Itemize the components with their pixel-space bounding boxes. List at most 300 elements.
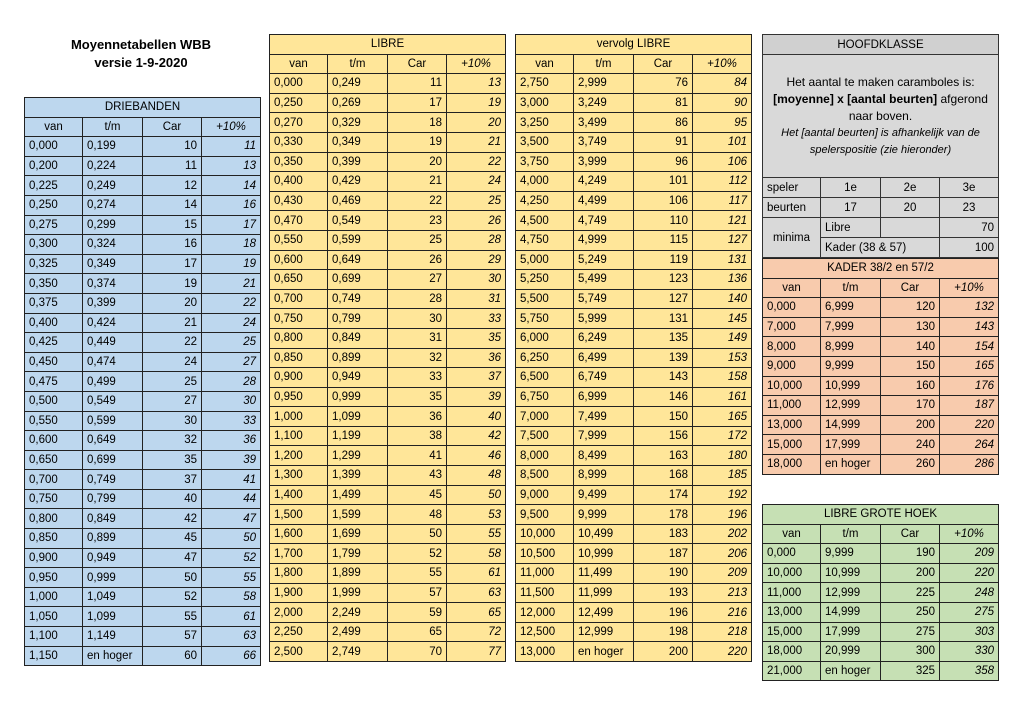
car-cell: 32 xyxy=(388,348,447,368)
table-row xyxy=(270,191,506,211)
vervolg-libre-table xyxy=(515,34,752,662)
van-cell: 6,000 xyxy=(516,328,574,348)
tm-cell: 1,499 xyxy=(328,485,388,505)
van-cell: 9,000 xyxy=(763,356,821,376)
plus10-cell: 21 xyxy=(202,274,261,294)
tm-cell: 2,249 xyxy=(328,603,388,623)
plus10-cell: 330 xyxy=(940,642,999,662)
plus10-cell: 30 xyxy=(447,270,506,290)
tm-cell: 1,999 xyxy=(328,583,388,603)
plus10-cell: 101 xyxy=(693,132,752,152)
plus10-cell: 25 xyxy=(202,333,261,353)
tm-cell: 2,499 xyxy=(328,622,388,642)
tm-cell: 6,249 xyxy=(574,328,634,348)
table-row xyxy=(763,435,999,455)
car-cell: 17 xyxy=(388,93,447,113)
car-cell: 120 xyxy=(881,298,940,318)
car-cell: 139 xyxy=(634,348,693,368)
car-cell: 110 xyxy=(634,211,693,231)
speler-1: 1e xyxy=(821,178,881,198)
plus10-cell: 22 xyxy=(447,152,506,172)
title-line-1: Moyennetabellen WBB xyxy=(70,37,212,52)
table-row xyxy=(516,172,752,192)
van-cell: 10,500 xyxy=(516,544,574,564)
tm-cell: 1,899 xyxy=(328,564,388,584)
car-cell: 50 xyxy=(388,524,447,544)
van-cell: 0,500 xyxy=(25,391,83,411)
van-cell: 0,700 xyxy=(270,289,328,309)
minima-libre-label: Libre xyxy=(821,218,881,238)
plus10-cell: 46 xyxy=(447,446,506,466)
column-header-car: Car xyxy=(388,54,447,74)
tm-cell: 0,349 xyxy=(83,254,143,274)
car-cell: 119 xyxy=(634,250,693,270)
car-cell: 22 xyxy=(388,191,447,211)
car-cell: 115 xyxy=(634,230,693,250)
column-header-tm: t/m xyxy=(574,54,634,74)
tm-cell: 0,849 xyxy=(83,509,143,529)
table-row xyxy=(270,426,506,446)
table-row xyxy=(25,254,261,274)
car-cell: 26 xyxy=(388,250,447,270)
tm-cell: 0,499 xyxy=(83,372,143,392)
car-cell: 130 xyxy=(881,317,940,337)
van-cell: 0,750 xyxy=(270,309,328,329)
hoofdklasse-text-1: Het aantal te maken caramboles is: xyxy=(786,74,975,89)
table-row xyxy=(270,387,506,407)
plus10-cell: 63 xyxy=(202,627,261,647)
title-line-2: versie 1-9-2020 xyxy=(94,55,188,70)
tm-cell: en hoger xyxy=(574,642,634,662)
van-cell: 1,700 xyxy=(270,544,328,564)
plus10-cell: 61 xyxy=(202,607,261,627)
tm-cell: 5,499 xyxy=(574,270,634,290)
table-row xyxy=(270,328,506,348)
tm-cell: 3,999 xyxy=(574,152,634,172)
car-cell: 30 xyxy=(388,309,447,329)
plus10-cell: 50 xyxy=(447,485,506,505)
plus10-cell: 192 xyxy=(693,485,752,505)
plus10-cell: 77 xyxy=(447,642,506,662)
table-title: KADER 38/2 en 57/2 xyxy=(763,259,999,279)
table-row xyxy=(25,587,261,607)
van-cell: 0,800 xyxy=(25,509,83,529)
car-cell: 190 xyxy=(634,564,693,584)
table-row xyxy=(763,642,999,662)
tm-cell: 0,324 xyxy=(83,235,143,255)
table-row xyxy=(25,391,261,411)
car-cell: 135 xyxy=(634,328,693,348)
plus10-cell: 26 xyxy=(447,211,506,231)
tm-cell: 17,999 xyxy=(821,622,881,642)
van-cell: 0,000 xyxy=(763,544,821,564)
van-cell: 2,750 xyxy=(516,74,574,94)
table-row xyxy=(25,137,261,157)
car-cell: 18 xyxy=(388,113,447,133)
van-cell: 0,600 xyxy=(25,431,83,451)
plus10-cell: 127 xyxy=(693,230,752,250)
tm-cell: 5,999 xyxy=(574,309,634,329)
van-cell: 0,300 xyxy=(25,235,83,255)
table-row xyxy=(516,407,752,427)
tm-cell: 7,999 xyxy=(574,426,634,446)
plus10-cell: 220 xyxy=(693,642,752,662)
plus10-cell: 18 xyxy=(202,235,261,255)
column-header-plus: +10% xyxy=(447,54,506,74)
table-row xyxy=(516,270,752,290)
car-cell: 55 xyxy=(143,607,202,627)
table-row xyxy=(25,372,261,392)
van-cell: 12,500 xyxy=(516,622,574,642)
car-cell: 96 xyxy=(634,152,693,172)
table-title: DRIEBANDEN xyxy=(25,98,261,118)
car-cell: 20 xyxy=(388,152,447,172)
car-cell: 41 xyxy=(388,446,447,466)
plus10-cell: 58 xyxy=(447,544,506,564)
tm-cell: 20,999 xyxy=(821,642,881,662)
tm-cell: 0,299 xyxy=(83,215,143,235)
tm-cell: 0,699 xyxy=(328,270,388,290)
van-cell: 10,000 xyxy=(763,563,821,583)
tm-cell: 9,999 xyxy=(821,544,881,564)
van-cell: 7,500 xyxy=(516,426,574,446)
car-cell: 60 xyxy=(143,646,202,666)
van-cell: 0,400 xyxy=(270,172,328,192)
tm-cell: 0,374 xyxy=(83,274,143,294)
van-cell: 6,500 xyxy=(516,368,574,388)
car-cell: 225 xyxy=(881,583,940,603)
car-cell: 48 xyxy=(388,505,447,525)
car-cell: 20 xyxy=(143,293,202,313)
speler-label: speler xyxy=(763,178,821,198)
van-cell: 5,750 xyxy=(516,309,574,329)
tm-cell: en hoger xyxy=(821,661,881,681)
plus10-cell: 61 xyxy=(447,564,506,584)
van-cell: 0,425 xyxy=(25,333,83,353)
tm-cell: 0,249 xyxy=(83,176,143,196)
tm-cell: 0,999 xyxy=(83,568,143,588)
tm-cell: 0,469 xyxy=(328,191,388,211)
plus10-cell: 132 xyxy=(940,298,999,318)
car-cell: 150 xyxy=(881,356,940,376)
table-row xyxy=(516,328,752,348)
table-row xyxy=(25,627,261,647)
table-row xyxy=(763,356,999,376)
table-row xyxy=(763,376,999,396)
speler-3: 3e xyxy=(940,178,999,198)
table-row xyxy=(516,466,752,486)
table-row xyxy=(516,250,752,270)
plus10-cell: 31 xyxy=(447,289,506,309)
tm-cell: 0,799 xyxy=(83,489,143,509)
beurten-2: 20 xyxy=(881,198,940,218)
table-row xyxy=(25,607,261,627)
plus10-cell: 187 xyxy=(940,396,999,416)
van-cell: 0,700 xyxy=(25,470,83,490)
table-row xyxy=(25,646,261,666)
table-row xyxy=(270,289,506,309)
tm-cell: 0,399 xyxy=(328,152,388,172)
van-cell: 0,200 xyxy=(25,156,83,176)
plus10-cell: 220 xyxy=(940,415,999,435)
plus10-cell: 112 xyxy=(693,172,752,192)
plus10-cell: 36 xyxy=(202,431,261,451)
tm-cell: 7,999 xyxy=(821,317,881,337)
table-row xyxy=(270,368,506,388)
car-cell: 50 xyxy=(143,568,202,588)
plus10-cell: 213 xyxy=(693,583,752,603)
car-cell: 28 xyxy=(388,289,447,309)
tm-cell: 1,049 xyxy=(83,587,143,607)
van-cell: 15,000 xyxy=(763,622,821,642)
table-row xyxy=(270,642,506,662)
van-cell: 9,000 xyxy=(516,485,574,505)
tm-cell: 5,249 xyxy=(574,250,634,270)
table-row xyxy=(516,505,752,525)
table-row xyxy=(25,352,261,372)
car-cell: 163 xyxy=(634,446,693,466)
table-row xyxy=(270,309,506,329)
tm-cell: 6,999 xyxy=(821,298,881,318)
table-row xyxy=(25,470,261,490)
table-row xyxy=(270,505,506,525)
table-row xyxy=(25,333,261,353)
plus10-cell: 11 xyxy=(202,137,261,157)
van-cell: 9,500 xyxy=(516,505,574,525)
car-cell: 45 xyxy=(143,529,202,549)
tm-cell: 4,999 xyxy=(574,230,634,250)
tm-cell: 2,999 xyxy=(574,74,634,94)
car-cell: 17 xyxy=(143,254,202,274)
table-row xyxy=(763,661,999,681)
table-row xyxy=(270,93,506,113)
column-header-plus: +10% xyxy=(940,278,999,298)
car-cell: 240 xyxy=(881,435,940,455)
car-cell: 11 xyxy=(388,74,447,94)
table-row xyxy=(516,524,752,544)
table-row xyxy=(270,211,506,231)
tm-cell: 0,699 xyxy=(83,450,143,470)
car-cell: 196 xyxy=(634,603,693,623)
car-cell: 27 xyxy=(388,270,447,290)
tm-cell: en hoger xyxy=(83,646,143,666)
plus10-cell: 220 xyxy=(940,563,999,583)
car-cell: 42 xyxy=(143,509,202,529)
table-title: vervolg LIBRE xyxy=(516,35,752,55)
table-row xyxy=(25,411,261,431)
van-cell: 0,225 xyxy=(25,176,83,196)
tm-cell: 7,499 xyxy=(574,407,634,427)
plus10-cell: 286 xyxy=(940,454,999,474)
hoofdklasse-explanation xyxy=(763,55,999,178)
tm-cell: 12,999 xyxy=(821,583,881,603)
van-cell: 0,750 xyxy=(25,489,83,509)
table-row xyxy=(25,215,261,235)
van-cell: 0,000 xyxy=(25,137,83,157)
van-cell: 0,000 xyxy=(270,74,328,94)
tm-cell: 8,999 xyxy=(574,466,634,486)
tm-cell: 0,949 xyxy=(83,548,143,568)
plus10-cell: 52 xyxy=(202,548,261,568)
tm-cell: 0,274 xyxy=(83,195,143,215)
plus10-cell: 216 xyxy=(693,603,752,623)
van-cell: 0,475 xyxy=(25,372,83,392)
table-row xyxy=(516,309,752,329)
plus10-cell: 24 xyxy=(447,172,506,192)
van-cell: 0,430 xyxy=(270,191,328,211)
van-cell: 4,250 xyxy=(516,191,574,211)
car-cell: 198 xyxy=(634,622,693,642)
table-row xyxy=(763,337,999,357)
tm-cell: 0,649 xyxy=(328,250,388,270)
plus10-cell: 13 xyxy=(202,156,261,176)
van-cell: 4,500 xyxy=(516,211,574,231)
hoofdklasse-table xyxy=(762,34,999,258)
van-cell: 21,000 xyxy=(763,661,821,681)
car-cell: 55 xyxy=(388,564,447,584)
tm-cell: 4,499 xyxy=(574,191,634,211)
plus10-cell: 172 xyxy=(693,426,752,446)
car-cell: 43 xyxy=(388,466,447,486)
table-row xyxy=(763,544,999,564)
van-cell: 1,800 xyxy=(270,564,328,584)
tm-cell: 3,249 xyxy=(574,93,634,113)
plus10-cell: 248 xyxy=(940,583,999,603)
tm-cell: 17,999 xyxy=(821,435,881,455)
plus10-cell: 209 xyxy=(940,544,999,564)
car-cell: 57 xyxy=(388,583,447,603)
table-row xyxy=(516,544,752,564)
plus10-cell: 176 xyxy=(940,376,999,396)
van-cell: 2,250 xyxy=(270,622,328,642)
plus10-cell: 25 xyxy=(447,191,506,211)
plus10-cell: 63 xyxy=(447,583,506,603)
tm-cell: 8,999 xyxy=(821,337,881,357)
table-row xyxy=(516,132,752,152)
table-row xyxy=(270,132,506,152)
libre-grote-hoek-table xyxy=(762,504,999,681)
car-cell: 187 xyxy=(634,544,693,564)
plus10-cell: 90 xyxy=(693,93,752,113)
table-row xyxy=(270,603,506,623)
plus10-cell: 28 xyxy=(447,230,506,250)
plus10-cell: 40 xyxy=(447,407,506,427)
plus10-cell: 29 xyxy=(447,250,506,270)
car-cell: 24 xyxy=(143,352,202,372)
table-row xyxy=(25,156,261,176)
table-row xyxy=(516,152,752,172)
column-header-van: van xyxy=(516,54,574,74)
table-row xyxy=(763,622,999,642)
car-cell: 275 xyxy=(881,622,940,642)
hoofdklasse-title: HOOFDKLASSE xyxy=(763,35,999,55)
plus10-cell: 206 xyxy=(693,544,752,564)
van-cell: 3,250 xyxy=(516,113,574,133)
column-header-tm: t/m xyxy=(821,278,881,298)
tm-cell: 0,329 xyxy=(328,113,388,133)
hoofdklasse-text-3: Het [aantal beurten] is afhankelijk van de spelerspositie (zie hieronder) xyxy=(781,126,980,156)
plus10-cell: 264 xyxy=(940,435,999,455)
van-cell: 0,550 xyxy=(25,411,83,431)
van-cell: 1,300 xyxy=(270,466,328,486)
car-cell: 22 xyxy=(143,333,202,353)
car-cell: 65 xyxy=(388,622,447,642)
plus10-cell: 106 xyxy=(693,152,752,172)
car-cell: 21 xyxy=(388,172,447,192)
plus10-cell: 41 xyxy=(202,470,261,490)
van-cell: 5,000 xyxy=(516,250,574,270)
van-cell: 0,375 xyxy=(25,293,83,313)
car-cell: 21 xyxy=(143,313,202,333)
van-cell: 2,500 xyxy=(270,642,328,662)
plus10-cell: 28 xyxy=(202,372,261,392)
kader-table xyxy=(762,258,999,475)
car-cell: 193 xyxy=(634,583,693,603)
tm-cell: 0,949 xyxy=(328,368,388,388)
car-cell: 11 xyxy=(143,156,202,176)
plus10-cell: 65 xyxy=(447,603,506,623)
plus10-cell: 55 xyxy=(447,524,506,544)
table-row xyxy=(763,563,999,583)
table-row xyxy=(25,313,261,333)
plus10-cell: 72 xyxy=(447,622,506,642)
table-row xyxy=(516,191,752,211)
table-row xyxy=(763,454,999,474)
column-header-car: Car xyxy=(634,54,693,74)
minima-libre-blank xyxy=(881,218,940,238)
plus10-cell: 19 xyxy=(447,93,506,113)
table-row xyxy=(516,622,752,642)
car-cell: 325 xyxy=(881,661,940,681)
car-cell: 19 xyxy=(388,132,447,152)
car-cell: 260 xyxy=(881,454,940,474)
car-cell: 200 xyxy=(634,642,693,662)
van-cell: 1,100 xyxy=(25,627,83,647)
car-cell: 250 xyxy=(881,602,940,622)
van-cell: 1,200 xyxy=(270,446,328,466)
column-header-car: Car xyxy=(881,278,940,298)
plus10-cell: 37 xyxy=(447,368,506,388)
van-cell: 1,400 xyxy=(270,485,328,505)
column-header-tm: t/m xyxy=(83,117,143,137)
tm-cell: 12,999 xyxy=(574,622,634,642)
van-cell: 11,000 xyxy=(763,396,821,416)
tm-cell: 0,399 xyxy=(83,293,143,313)
car-cell: 19 xyxy=(143,274,202,294)
car-cell: 174 xyxy=(634,485,693,505)
van-cell: 4,000 xyxy=(516,172,574,192)
car-cell: 91 xyxy=(634,132,693,152)
table-row xyxy=(516,368,752,388)
car-cell: 106 xyxy=(634,191,693,211)
van-cell: 13,000 xyxy=(763,415,821,435)
tm-cell: 6,749 xyxy=(574,368,634,388)
car-cell: 86 xyxy=(634,113,693,133)
van-cell: 0,000 xyxy=(763,298,821,318)
table-row xyxy=(25,274,261,294)
column-header-plus: +10% xyxy=(940,524,999,544)
tm-cell: 1,299 xyxy=(328,446,388,466)
tm-cell: 14,999 xyxy=(821,602,881,622)
plus10-cell: 66 xyxy=(202,646,261,666)
van-cell: 5,500 xyxy=(516,289,574,309)
car-cell: 14 xyxy=(143,195,202,215)
table-row xyxy=(516,387,752,407)
table-row xyxy=(763,396,999,416)
table-row xyxy=(25,509,261,529)
car-cell: 16 xyxy=(143,235,202,255)
car-cell: 59 xyxy=(388,603,447,623)
